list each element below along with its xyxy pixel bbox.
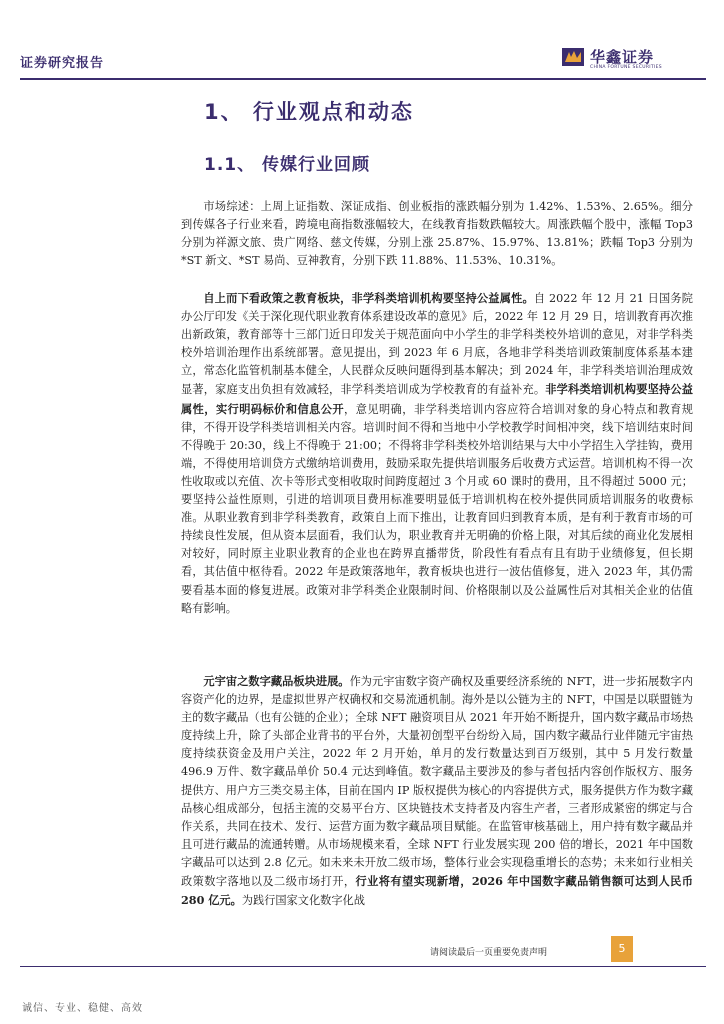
paragraph-text: 市场综述：上周上证指数、深证成指、创业板指的涨跌幅分别为 1.42%、1.53%、2.65%。细分到传媒各子行业来看，跨境电商指数涨幅较大，在线教育指数跌幅较大。周涨跌幅个股中，涨幅 Top3 分别为祥源文旅、贵广网络、慈文传媒，分别上涨 25.87%、15.97%、13.81%；跌幅 Top3 分别为*ST 新文、*ST 易尚、豆神教育，分别下跌 11.88%、11.53%、10.31%。 bbox=[181, 200, 693, 268]
paragraph-lead: 自上而下看政策之教育板块，非学科类培训机构要坚持公益属性。 bbox=[203, 291, 534, 305]
paragraph-body: 作为元宇宙数字资产确权及重要经济系统的 NFT，进一步拓展数字内容资产化的边界，是虚拟世界产权确权和交易流通机制。海外是以公链为主的 NFT，中国是以联盟链为主的数字藏品（也有公链的企业）；全球 NFT 融资项目从 2021 年开始不断提升，国内数字藏品市场热度持续上升，除了头部企业背书的平台外，大量初创型平台纷纷入局，国内数字藏品行业伴随元宇宙热度持续获资金及用户关注，2022 年 2 月开始，单月的发行数量达到百万级别，其中 5 月发行数量 496.9 万件、数字藏品单价 50.4 元达到峰值。数字藏品主要涉及的参与者包括内容创作版权方、服务提供方、用户方三类交易主体，目前在国内 IP 版权提供为核心的内容提供方式，服务提供方作为数字藏品核心组成部分，包括主流的交易平台方、区块链技术支持者及内容生产者，三者形成紧密的绑定与合作关系，共同在技术、发行、运营方面为数字藏品项目赋能。在监管审核基础上，用户持有数字藏品并且可进行藏品的流通转赠。从市场规模来看，全球 NFT 行业发展实现 200 倍的增长，2021 年中国数字藏品可以达到 2.8 亿元。如未来未开放二级市场，整体行业会实现稳重增长的态势；未来如行业相关政策数字落地以及二级市场打开， bbox=[181, 675, 693, 889]
paragraph-body: 自 2022 年 12 月 21 日国务院办公厅印发《关于深化现代职业教育体系建设改革的意见》后，2022 年 12 月 29 日，培训教育再次推出新政策，教育部等十三部门近日印发关于规范面向中小学生的非学科类校外培训的意见，对非学科类校外培训治理作出系统部署。意见提出，到 2023 年 6 月底，各地非学科类培训政策制度体系基本建立，常态化监管机制基本健全，人民群众反映问题得到基本解决；到 2024 年，非学科类培训治理成效显著，家庭支出负担有效减轻，非学科类培训成为学校教育的有益补充。 bbox=[181, 292, 693, 397]
paragraph-text bbox=[181, 289, 693, 618]
paragraph-market-overview bbox=[181, 198, 693, 270]
footer-motto: 诚信、专业、稳健、高效 bbox=[22, 1003, 143, 1014]
paragraph-lead: 元宇宙之数字藏品板块进展。 bbox=[203, 674, 350, 688]
report-type-label: 证券研究报告 bbox=[20, 56, 105, 71]
logo-text-cn: 华鑫证券 bbox=[590, 48, 655, 66]
paragraph-body: 为践行国家文化数字化战 bbox=[241, 894, 365, 908]
paragraph-emphasis: 行业将有望实现新增，2026 年中国数字藏品销售额可达到人民币 280 亿元。 bbox=[181, 874, 693, 908]
logo-mark-icon bbox=[562, 48, 584, 66]
paragraph-education-policy bbox=[181, 289, 693, 618]
disclaimer-note: 请阅读最后一页重要免责声明 bbox=[430, 948, 548, 958]
company-logo bbox=[562, 46, 712, 74]
logo-text-en: CHINA FORTUNE SECURITIES bbox=[590, 65, 662, 70]
header-divider bbox=[20, 78, 706, 80]
paragraph-body: ，意见明确，非学科类培训内容应符合培训对象的身心特点和教育规律，不得开设学科类培训相关内容。培训时间不得和当地中小学校教学时间相冲突，线下培训结束时间不得晚于 20:30，线上不得晚于 21:00；不得将非学科类校外培训结果与大中小学招生入学挂钩，费用端，不得使用培训贷方式缴纳培训费用，鼓励采取先提供培训服务后收费方式运营。培训机构不得一次性收取或以充值、次卡等形式变相收取时间跨度超过 3 个月或 60 课时的费用，且不得超过 5000 元；要坚持公益性原则，引进的培训项目费用标准要明显低于培训机构在校外提供同质培训服务的收费标准。从职业教育到非学科类教育，政策自上而下推出，让教育回归到教育本质，是有利于教育市场的可持续良性发展，但从资本层面看，我们认为，职业教育并无明确的价格上限，对其后续的商业化发展相对较好，同时原主业职业教育的企业也在跨界直播带货，阶段性有看点有且有助于业绩修复，但长期看，其估值中枢待看。2022 年是政策落地年，教育板块也进行一波估值修复，进入 2023 年，其仍需要看基本面的修复进展。政策对非学科类企业限制时间、价格限制以及公益属性后对其相关企业的估值略有影响。 bbox=[181, 402, 693, 615]
paragraph-digital-collectibles bbox=[181, 672, 693, 910]
subsection-heading: 1.1、 传媒行业回顾 bbox=[204, 155, 371, 175]
section-heading: 1、 行业观点和动态 bbox=[204, 100, 414, 124]
paragraph-text bbox=[181, 672, 693, 910]
footer-divider bbox=[20, 966, 706, 967]
paragraph-emphasis: 非学科类培训机构要坚持公益属性，实行明码标价和信息公开 bbox=[181, 382, 693, 416]
page-number: 5 bbox=[611, 936, 633, 962]
